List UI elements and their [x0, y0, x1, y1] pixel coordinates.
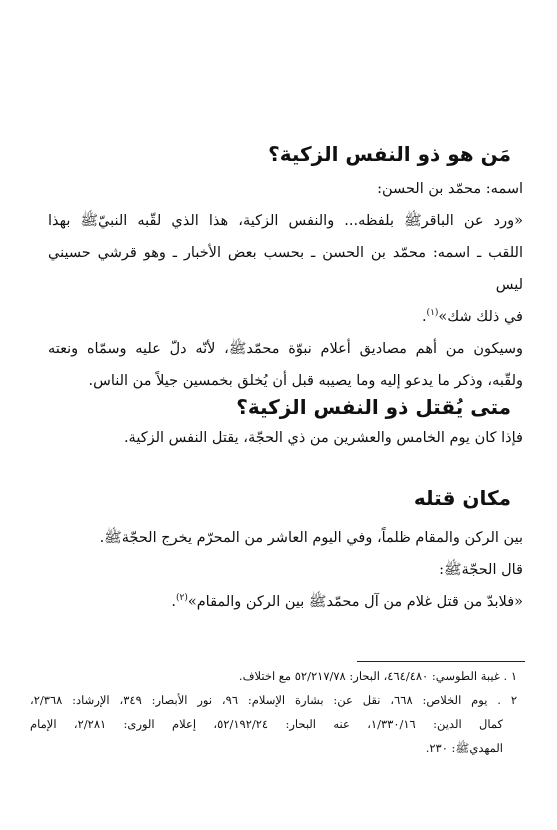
section-when-body — [48, 422, 523, 454]
when-text: فإذا كان يوم الخامس والعشرين من ذي الحجّة، يقتل النفس الزكية. — [123, 430, 523, 446]
name-line: اسمه: محمّد بن الحسن: — [377, 181, 523, 197]
footnote-1: ١ . غيبة الطوسي: ٤٦٤/٤٨٠، البحار: ٥٢/٢١٧/٧٨ مع اختلاف. — [238, 669, 517, 683]
footnote-ref-1: (١) — [426, 308, 439, 319]
quote-line: اللقب ـ اسمه: محمّد بن الحسن ـ بحسب بعض الأخبار ـ وهو قرشي حسيني ليس — [48, 245, 523, 293]
body-line: وسيكون من أهم مصاديق أعلام نبوّة محمّدﷺ، لأنّه دلّ عليه وسمّاه ونعته — [48, 341, 523, 357]
quote-paragraph — [48, 205, 523, 333]
footnote-ref-2: (٢) — [175, 593, 188, 604]
place-line: «فلابدّ من قتل غلام من آل محمّدﷺ بين الركن والمقام»$^{(٢)}$. — [171, 593, 523, 610]
quote-line: في ذلك شك»$^{(١)}$. — [421, 308, 523, 325]
section-heading-place: مكان قتله — [413, 486, 511, 510]
body-line: ولقّبه، وذكر ما يدعو إليه وما يصيبه قبل أن يُخلق بخمسين جيلاً من الناس. — [88, 373, 523, 389]
quote-line: «ورد عن الباقرﷺ بلفظه... والنفس الزكية، هذا الذي لقّبه النبيّﷺ بهذا — [48, 213, 523, 229]
place-line: قال الحجّةﷺ: — [439, 562, 523, 578]
section-place-body — [48, 522, 523, 618]
footnote-2: ٢ . يوم الخلاص: ٦٦٨، نقل عن: بشارة الإسلام: ٩٦، نور الأبصار: ٣٤٩، الإرشاد: ٢/٣٦٨، كمال الدين: ١/٣٣٠/١٦، عنه البحار: ٥٢/١٩٢/٢٤، إعلام الورى: ٢/٢٨١، الإمام المهديﷺ: ٢٣٠. — [30, 693, 517, 755]
section-heading-who: مَن هو ذو النفس الزكية؟ — [268, 142, 511, 166]
section-heading-when: متى يُقتل ذو النفس الزكية؟ — [236, 395, 511, 419]
footnote-divider — [357, 661, 525, 662]
place-line: بين الركن والمقام ظلماً، وفي اليوم العاشر من المحرّم يخرج الحجّةﷺ. — [99, 530, 523, 546]
body-paragraph — [48, 333, 523, 397]
footnotes — [30, 664, 517, 760]
section-who-body — [48, 173, 523, 397]
